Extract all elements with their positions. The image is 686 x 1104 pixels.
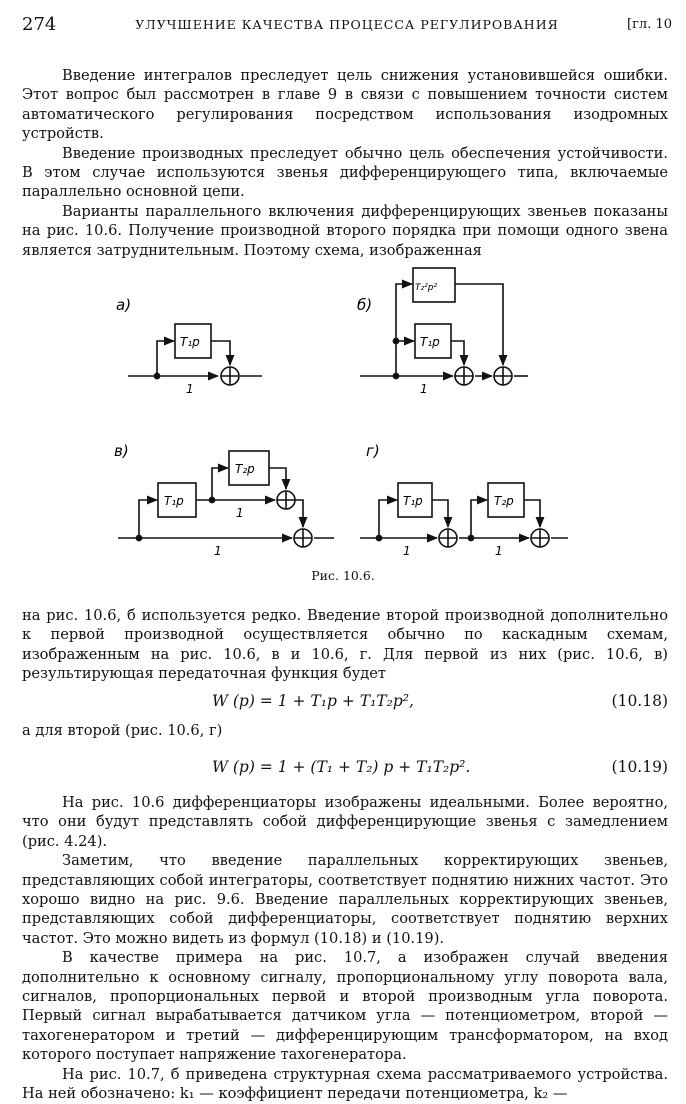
block-label: T₂²p² (415, 283, 438, 293)
page-header (22, 14, 672, 36)
path-label: 1 (186, 382, 194, 396)
paragraph: На рис. 10.6 дифференциаторы изображены идеальными. Более вероятно, что они будут представлять собой дифференцирующие звенья с замедлением (рис. 4.24). (22, 794, 668, 850)
equation-number: (10.18) (611, 692, 668, 710)
block-label: T₁p (180, 335, 200, 349)
path-label: 1 (236, 506, 244, 520)
path-label: 1 (420, 382, 428, 396)
panel-g-label: г) (366, 442, 380, 460)
paragraph: на рис. 10.6, б используется редко. Введение второй производной дополнительно к первой производной осуществляется обычно по каскадным схемам, изображенным на рис. 10.6, в и 10.6, г. Для первой из них (рис. 10.6, в) результирующая передаточная функция будет (22, 607, 668, 683)
block-label: T₁p (164, 494, 184, 508)
body-text-bottom (22, 793, 668, 1104)
between-text: а для второй (рис. 10.6, г) (22, 722, 223, 739)
path-label: 1 (495, 544, 503, 558)
figure-caption: Рис. 10.6. (311, 568, 375, 583)
running-title: УЛУЧШЕНИЕ КАЧЕСТВА ПРОЦЕССА РЕГУЛИРОВАНИЯ (135, 17, 559, 32)
body-text-top (22, 66, 668, 260)
equation-number: (10.19) (611, 758, 668, 776)
panel-v-label: в) (114, 442, 129, 460)
equation-formula: W (p) = 1 + T₁p + T₁T₂p², (212, 692, 414, 710)
block-label: T₁p (403, 494, 423, 508)
panel-g (360, 483, 568, 547)
equation-10-19 (22, 758, 668, 780)
equation-formula: W (p) = 1 + (T₁ + T₂) p + T₁T₂p². (212, 758, 471, 776)
body-text-after-figure (22, 606, 668, 684)
chapter-label: [гл. 10 (627, 17, 672, 32)
paragraph: На рис. 10.7, б приведена структурная схема рассматриваемого устройства. На ней обозначено: k₁ — коэффициент передачи потенциометра, k₂ — (22, 1065, 668, 1103)
paragraph: Введение интегралов преследует цель снижения установившейся ошибки. Этот вопрос был рассмотрен в главе 9 в связи с повышением точности систем автоматического регулирования посредством использования изодромных устройств. (22, 67, 668, 143)
block-label: T₂p (494, 494, 514, 508)
panel-b-label: б) (357, 296, 373, 314)
paragraph: Введение производных преследует обычно цель обеспечения устойчивости. В этом случае используются звенья дифференцирующего типа, включаемые параллельно основной цепи. (22, 144, 668, 201)
paragraph: В качестве примера на рис. 10.7, а изображен случай введения дополнительно к основному сигналу, пропорциональному углу поворота вала, сигналов, пропорциональных первой и второй производным угла поворота. Первый сигнал вырабатывается датчиком угла — потенциометром, второй — тахогенератором и третий — дифференцирующим трансформатором, на вход которого поступает напряжение тахогенератора. (22, 949, 668, 1064)
panel-a-label: а) (116, 296, 132, 314)
path-label: 1 (403, 544, 411, 558)
path-label: 1 (214, 544, 222, 558)
panel-b (360, 268, 528, 385)
paragraph: Заметим, что введение параллельных корректирующих звеньев, представляющих собой интеграторы, соответствует поднятию нижних частот. Это хорошо видно на рис. 9.6. Введение параллельных корректирующих звеньев, представляющих собой дифференциаторы, соответствует поднятию верхних частот. Это можно видеть из формул (10.18) и (10.19). (22, 852, 668, 947)
equation-10-18 (22, 692, 668, 714)
panel-a (128, 324, 262, 385)
paragraph: Варианты параллельного включения дифференцирующих звеньев показаны на рис. 10.6. Получение производной второго порядка при помощи одного звена является затруднительным. Поэтому схема, изображенная (22, 202, 668, 259)
figure-10-6 (0, 250, 686, 570)
panel-v (118, 451, 334, 547)
block-label: T₁p (420, 335, 440, 349)
block-label: T₂p (235, 462, 255, 476)
page-number: 274 (22, 14, 57, 35)
